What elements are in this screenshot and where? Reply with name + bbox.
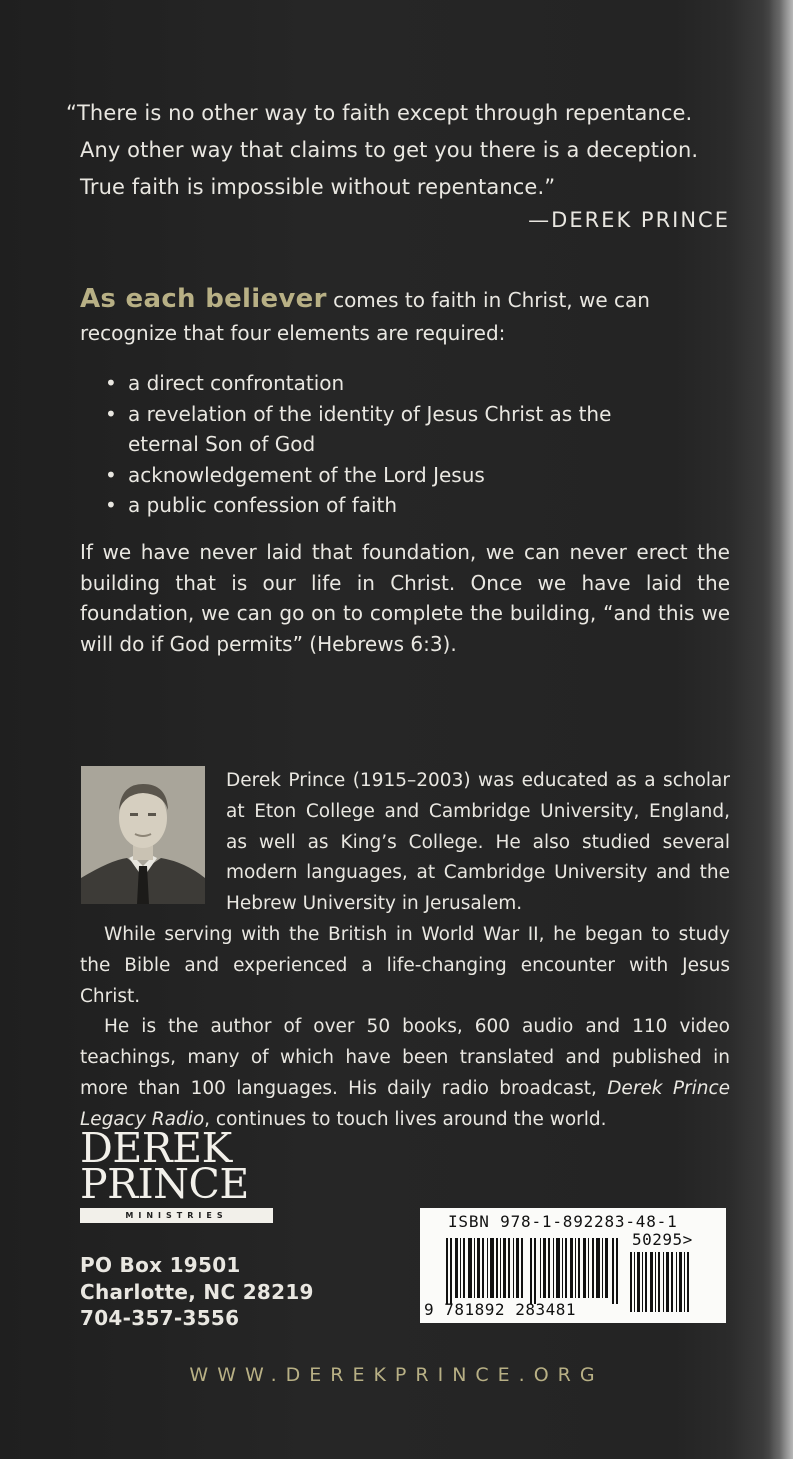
list-item: • a revelation of the identity of Jesus Christ as the eternal Son of God [103,399,703,460]
bio-paragraph-works [80,1012,730,1135]
address-po-box: PO Box 19501 [80,1253,241,1277]
quote-line: “There is no other way to faith except through repentance. [66,101,693,125]
list-item: • a public confession of faith [103,490,703,521]
author-bio [80,766,730,1136]
publisher-logo [80,1124,280,1223]
intro-paragraph [80,283,730,350]
foundation-paragraph: If we have never laid that foundation, we can never erect the building that is our life in Christ. Once we have laid the foundation, we can go on to complete the building, “and this we will do if God permits” (Hebrews 6:3). [80,540,730,656]
bio-paragraph-war: While serving with the British in World War II, he began to study the Bible and experienced a life-changing encounter with Jesus Christ. [80,923,730,1007]
ean-barcode-bars [446,1238,622,1304]
logo-word-derek: DEREK [80,1124,232,1172]
isbn-barcode-label [420,1208,726,1323]
pull-quote [66,95,731,206]
radio-program-title: Derek Prince Legacy Radio [80,1077,731,1130]
quote-attribution: —DEREK PRINCE [528,208,730,232]
quote-line: Any other way that claims to get you there is a deception. [80,138,699,162]
intro-lead-phrase: As each believer [80,284,327,314]
price-code: 50295> [632,1230,693,1249]
bio-paragraph-education: Derek Prince (1915–2003) was educated as a scholar at Eton College and Cambridge University, England, as well as King’s College. He also studied several modern languages, at Cambridge University and the Hebrew University in Jerusalem. [226,770,730,915]
publisher-address [80,1252,314,1332]
bio-works-text-end: , continues to touch lives around the world. [204,1108,607,1130]
logo-ministries-band: MINISTRIES [80,1208,273,1223]
address-city: Charlotte, NC 28219 [80,1279,314,1304]
address-phone: 704-357-3556 [80,1306,240,1330]
quote-line: True faith is impossible without repentance.” [80,175,556,199]
logo-word-prince: PRINCE [80,1160,249,1208]
list-item: • a direct confrontation [103,368,703,399]
list-item: • acknowledgement of the Lord Jesus [103,460,703,491]
website-url: WWW.DEREKPRINCE.ORG [189,1364,604,1386]
intro-text: comes to faith in Christ, we can recognize that four elements are required: [80,288,650,345]
bio-works-text: He is the author of over 50 books, 600 audio and 110 video teachings, many of which have been translated and published in more than 100 languages. His daily radio broadcast, [80,1016,730,1099]
four-elements-list [103,368,703,521]
ean-digits: 9 781892 283481 [424,1300,576,1319]
isbn-number: ISBN 978-1-892283-48-1 [448,1212,678,1231]
price-addon-bars [629,1252,691,1312]
